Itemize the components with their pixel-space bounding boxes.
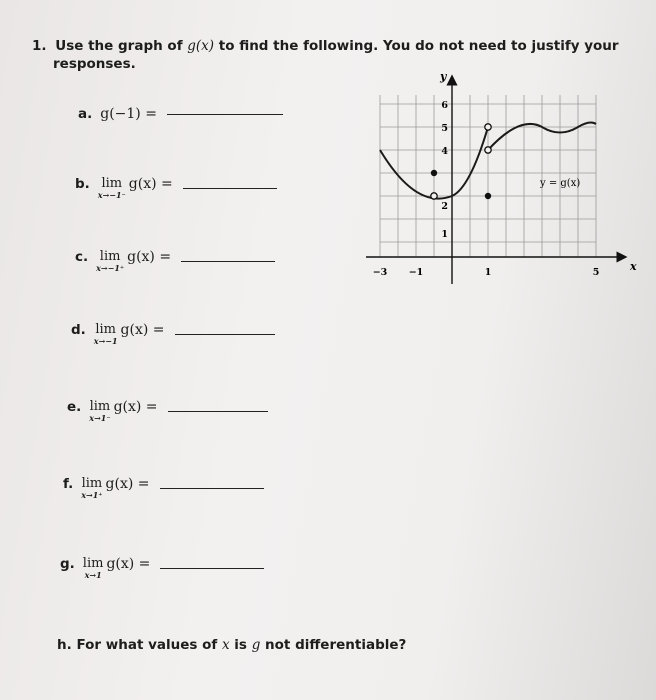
- part-c-label: c.: [75, 249, 89, 265]
- closed-point-neg1-4: [431, 170, 437, 176]
- curve-label: y = g(x): [540, 178, 581, 189]
- part-f: [63, 476, 264, 500]
- part-g-expression: g(x) =: [106, 556, 151, 572]
- x-tick-labels: [373, 267, 600, 278]
- part-g: [60, 556, 264, 580]
- part-e-limit: lim x→1⁻: [89, 399, 111, 423]
- part-d-label: d.: [71, 322, 86, 338]
- part-g-answer-blank[interactable]: [160, 568, 264, 569]
- graph-grid: [380, 95, 596, 257]
- part-g-limit: lim x→1: [82, 556, 104, 580]
- part-c: [75, 249, 275, 273]
- x-tick-1: 1: [484, 267, 492, 278]
- open-point-1-4: [485, 147, 491, 153]
- open-point-1-5: [485, 124, 491, 130]
- function-name: g(x): [187, 38, 215, 54]
- part-e: [67, 399, 268, 423]
- question-number: 1.: [32, 38, 47, 54]
- part-f-expression: g(x) =: [105, 476, 150, 492]
- part-h-question: h. For what values of x is g not differentiable?: [57, 637, 407, 653]
- x-tick-5: 5: [592, 267, 600, 278]
- question-prompt: [32, 38, 619, 54]
- question-intro-rest: to find the following. You do not need to justify your: [214, 38, 619, 54]
- part-f-answer-blank[interactable]: [160, 488, 264, 489]
- question-prompt-line2: responses.: [53, 56, 136, 72]
- part-c-limit: lim x→−1⁺: [96, 249, 125, 273]
- part-g-label: g.: [60, 556, 75, 572]
- part-a-expression: g(−1) =: [100, 106, 157, 122]
- closed-point-1-2: [485, 193, 491, 199]
- part-d: [71, 322, 275, 346]
- y-tick-6: 6: [441, 100, 448, 111]
- open-point-neg1-2: [431, 193, 437, 199]
- part-a: [78, 106, 283, 122]
- part-b-answer-blank[interactable]: [183, 188, 277, 189]
- part-f-limit: lim x→1⁺: [81, 476, 103, 500]
- question-intro: Use the graph of: [55, 38, 188, 54]
- part-e-expression: g(x) =: [113, 399, 158, 415]
- part-a-answer-blank[interactable]: [167, 114, 283, 115]
- part-e-label: e.: [67, 399, 82, 415]
- y-tick-5: 5: [441, 123, 448, 134]
- y-tick-2: 2: [441, 201, 448, 212]
- part-b-limit: lim x→−1⁻: [97, 176, 126, 200]
- part-b-expression: g(x) =: [128, 176, 173, 192]
- y-tick-4: 4: [441, 146, 448, 157]
- part-a-label: a.: [78, 106, 93, 122]
- part-b: [75, 176, 277, 200]
- part-c-answer-blank[interactable]: [181, 261, 275, 262]
- x-tick-neg3: −3: [372, 267, 388, 278]
- part-d-answer-blank[interactable]: [175, 334, 275, 335]
- x-axis-label: x: [630, 260, 637, 273]
- y-axis-label: y: [440, 70, 447, 83]
- x-tick-neg1: −1: [408, 267, 424, 278]
- part-d-limit: lim x→−1: [93, 322, 118, 346]
- part-e-answer-blank[interactable]: [168, 411, 268, 412]
- y-tick-1: 1: [441, 229, 448, 240]
- part-b-label: b.: [75, 176, 90, 192]
- part-c-expression: g(x) =: [127, 249, 172, 265]
- part-d-expression: g(x) =: [120, 322, 165, 338]
- part-f-label: f.: [63, 476, 74, 492]
- graph-of-g: [360, 70, 650, 290]
